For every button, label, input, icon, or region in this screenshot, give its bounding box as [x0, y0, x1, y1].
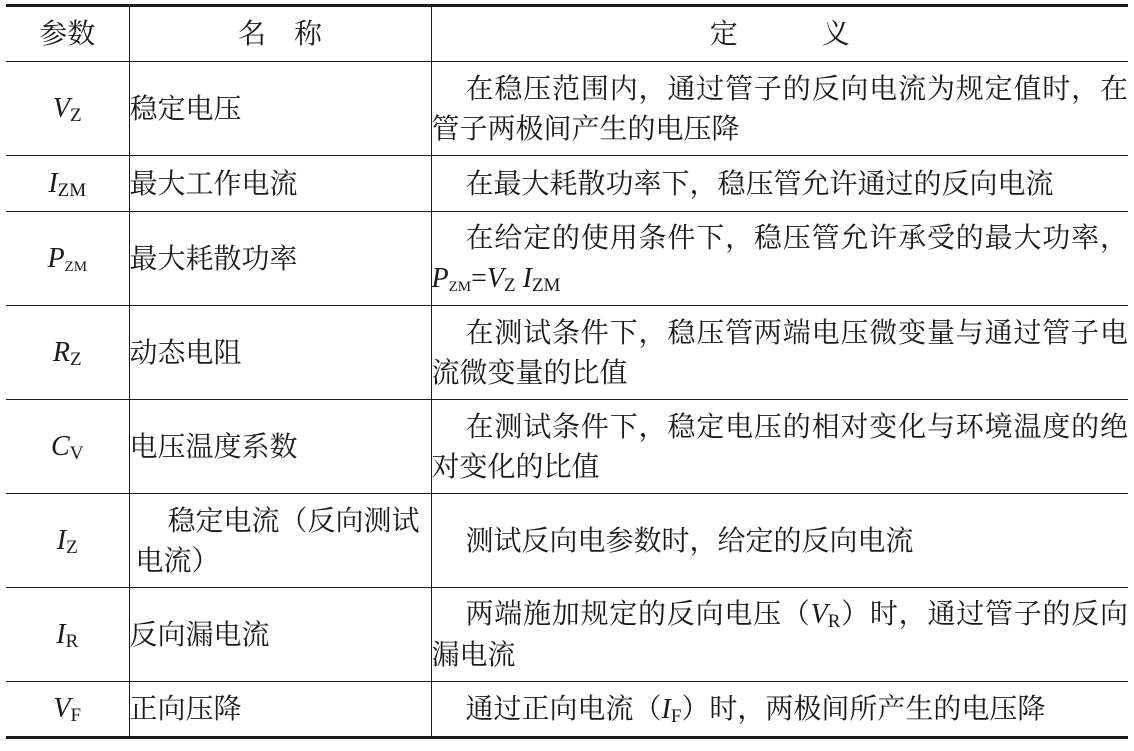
- symbol-sub: ZM: [64, 258, 88, 275]
- table-row: [6, 212, 1128, 306]
- definition-text: ）时，两极间所产生的电压降: [681, 691, 1046, 725]
- formula-r2: I: [522, 263, 532, 294]
- symbol-base: I: [56, 524, 67, 556]
- formula-r1-sub: Z: [504, 275, 516, 296]
- symbol-sub: V: [69, 442, 84, 464]
- formula-eq: =: [471, 263, 487, 294]
- symbol-base: V: [53, 693, 71, 724]
- formula-lhs-sub: ZM: [448, 279, 472, 295]
- header-definition: 定 义: [431, 6, 1128, 62]
- table-row: [6, 588, 1128, 682]
- inline-symbol-base: I: [661, 693, 671, 725]
- param-symbol: [6, 156, 129, 212]
- inline-symbol-base: V: [810, 599, 828, 630]
- table-row: [6, 62, 1128, 156]
- parameter-table: [6, 4, 1128, 739]
- param-definition: 在测试条件下，稳定电压的相对变化与环境温度的绝对变化的比值: [431, 400, 1128, 494]
- table-row: [6, 306, 1128, 400]
- symbol-sub: Z: [70, 104, 82, 126]
- param-symbol: [6, 62, 129, 156]
- definition-text: 通过正向电流（: [465, 691, 662, 725]
- header-param: 参数: [6, 6, 129, 62]
- param-name: 最大耗散功率: [129, 212, 431, 306]
- formula-lhs: P: [431, 263, 449, 294]
- param-symbol: [6, 494, 129, 588]
- param-symbol: [6, 306, 129, 400]
- param-symbol: [6, 212, 129, 306]
- param-name: 反向漏电流: [129, 588, 431, 682]
- param-definition: 在稳压范围内，通过管子的反向电流为规定值时，在管子两极间产生的电压降: [431, 62, 1128, 156]
- inline-symbol: [662, 694, 682, 725]
- param-name: 正向压降: [129, 682, 431, 738]
- param-name: 稳定电流（反向测试电流）: [129, 494, 431, 588]
- param-name: 动态电阻: [129, 306, 431, 400]
- symbol-base: I: [56, 618, 66, 650]
- symbol-base: V: [52, 92, 70, 124]
- power-formula: [432, 263, 561, 294]
- param-name: 稳定电压: [129, 62, 431, 156]
- param-symbol: [6, 682, 129, 738]
- param-definition: 在测试条件下，稳压管两端电压微变量与通过管子电流微变量的比值: [431, 306, 1128, 400]
- header-row: [6, 6, 1128, 62]
- param-definition: 测试反向电参数时，给定的反向电流: [431, 494, 1128, 588]
- param-name: 最大工作电流: [129, 156, 431, 212]
- symbol-base: R: [52, 336, 70, 368]
- symbol-sub: Z: [70, 348, 82, 370]
- definition-text: 两端施加规定的反向电压（: [465, 597, 811, 630]
- param-symbol: [6, 400, 129, 494]
- symbol-base: P: [47, 242, 65, 274]
- param-definition: 在最大耗散功率下，稳压管允许通过的反向电流: [431, 156, 1128, 212]
- header-name: 名 称: [129, 6, 431, 62]
- symbol-base: C: [51, 430, 70, 462]
- table-row: [6, 682, 1128, 738]
- definition-text: 在给定的使用条件下，稳压管允许承受的最大功率，: [465, 221, 1128, 254]
- table-row: [6, 156, 1128, 212]
- table-row: [6, 494, 1128, 588]
- inline-symbol: [811, 599, 841, 630]
- inline-symbol-sub: R: [827, 611, 841, 632]
- symbol-sub: ZM: [57, 179, 87, 201]
- param-symbol: [6, 588, 129, 682]
- symbol-sub: F: [70, 705, 82, 726]
- param-definition: [431, 212, 1128, 306]
- definition-text: ）时，通过管子的反向漏电流: [431, 597, 1128, 671]
- param-definition: [431, 682, 1128, 738]
- formula-r2-sub: ZM: [531, 275, 561, 296]
- param-definition: [431, 588, 1128, 682]
- table-row: [6, 400, 1128, 494]
- symbol-sub: R: [65, 630, 79, 652]
- param-name: 电压温度系数: [129, 400, 431, 494]
- symbol-base: I: [48, 167, 58, 199]
- symbol-sub: Z: [66, 536, 78, 558]
- formula-r1: V: [486, 263, 505, 294]
- inline-symbol-sub: F: [670, 705, 682, 727]
